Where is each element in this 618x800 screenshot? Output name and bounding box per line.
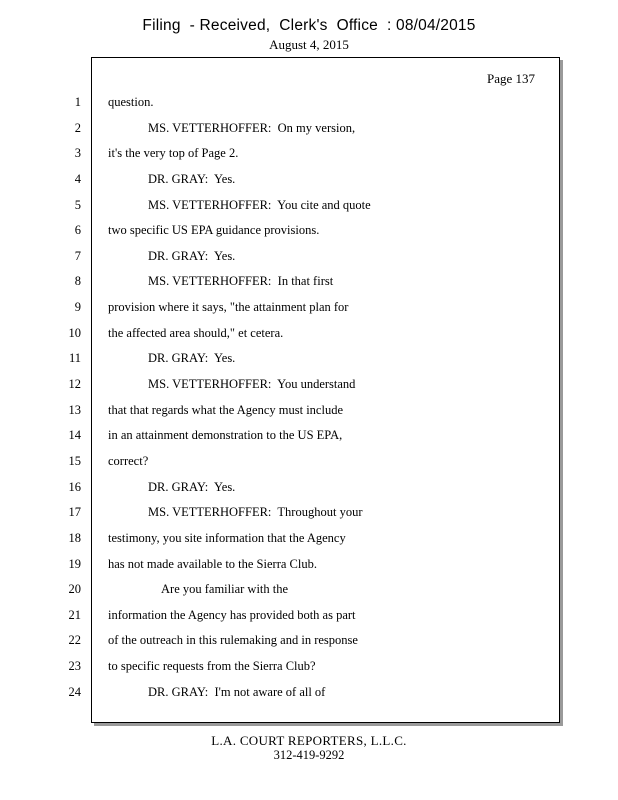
line-number: 8 [74, 274, 81, 289]
line-number: 22 [68, 633, 81, 648]
line-number: 20 [68, 582, 81, 597]
line-number: 16 [68, 479, 81, 494]
transcript-line [0, 170, 618, 196]
line-text: question. [108, 95, 154, 109]
transcript-line [0, 426, 618, 452]
line-text: Are you familiar with the [161, 582, 289, 597]
transcript-line [0, 324, 618, 350]
transcript-line [0, 606, 618, 632]
line-text: information the Agency has provided both as part [108, 607, 356, 622]
line-text: of the outreach in this rulemaking and in response [108, 633, 358, 648]
line-text: DR. GRAY: Yes. [148, 171, 236, 186]
transcript-date: August 4, 2015 [269, 37, 349, 52]
line-number: 5 [74, 197, 81, 212]
page-number: Page 137 [486, 71, 535, 86]
transcript-line [0, 196, 618, 222]
line-number: 3 [74, 146, 81, 161]
line-text: testimony, you site information that the Agency [108, 530, 346, 545]
transcript-line [0, 657, 618, 683]
line-text: DR. GRAY: Yes. [148, 479, 236, 494]
line-number: 4 [74, 171, 81, 186]
line-text: DR. GRAY: I'm not aware of all of [148, 684, 326, 699]
line-number: 14 [68, 428, 81, 443]
line-text: it's the very top of Page 2. [108, 146, 239, 161]
transcript-line [0, 349, 618, 375]
transcript-line [0, 683, 618, 709]
line-text: the affected area should," et cetera. [108, 325, 284, 340]
line-text: MS. VETTERHOFFER: On my version, [148, 120, 356, 135]
line-number: 2 [74, 120, 81, 135]
line-number: 12 [68, 377, 81, 392]
line-text: MS. VETTERHOFFER: In that first [148, 274, 334, 289]
transcript-line [0, 375, 618, 401]
transcript-line [0, 580, 618, 606]
transcript-line [0, 401, 618, 427]
transcript-line [0, 555, 618, 581]
line-number: 21 [68, 607, 81, 622]
line-text: MS. VETTERHOFFER: Throughout your [148, 505, 363, 520]
line-text: MS. VETTERHOFFER: You cite and quote [148, 197, 371, 212]
reporter-company: L.A. COURT REPORTERS, L.L.C. [211, 733, 407, 748]
transcript-line [0, 93, 618, 119]
line-text: has not made available to the Sierra Club. [108, 556, 317, 571]
transcript-line [0, 119, 618, 145]
transcript-line [0, 221, 618, 247]
line-number: 11 [68, 351, 81, 366]
transcript-line [0, 298, 618, 324]
line-text: provision where it says, "the attainment plan for [108, 300, 349, 315]
line-number: 18 [68, 530, 81, 545]
line-text: that that regards what the Agency must include [108, 402, 344, 417]
transcript-lines [0, 93, 618, 708]
line-text: two specific US EPA guidance provisions. [108, 223, 320, 238]
line-number: 17 [68, 505, 81, 520]
line-text: DR. GRAY: Yes. [148, 351, 236, 366]
transcript-line [0, 272, 618, 298]
line-number: 19 [68, 556, 81, 571]
line-number: 1 [74, 95, 81, 109]
line-text: correct? [108, 453, 149, 468]
line-number: 9 [74, 300, 81, 315]
line-number: 15 [68, 453, 81, 468]
filing-stamp: Filing - Received, Clerk's Office : 08/04/2015 [142, 17, 476, 34]
transcript-line [0, 503, 618, 529]
transcript-line [0, 452, 618, 478]
line-number: 23 [68, 659, 81, 674]
line-text: to specific requests from the Sierra Club? [108, 659, 316, 674]
line-text: DR. GRAY: Yes. [148, 248, 236, 263]
transcript-line [0, 478, 618, 504]
transcript-line [0, 631, 618, 657]
line-number: 6 [74, 223, 81, 238]
line-number: 13 [68, 402, 81, 417]
reporter-phone: 312-419-9292 [273, 748, 345, 762]
line-text: MS. VETTERHOFFER: You understand [148, 377, 356, 392]
transcript-line [0, 247, 618, 273]
line-text: in an attainment demonstration to the US EPA, [108, 428, 343, 443]
line-number: 10 [68, 325, 81, 340]
transcript-line [0, 529, 618, 555]
line-number: 7 [74, 248, 81, 263]
line-number: 24 [68, 684, 81, 699]
transcript-line [0, 144, 618, 170]
